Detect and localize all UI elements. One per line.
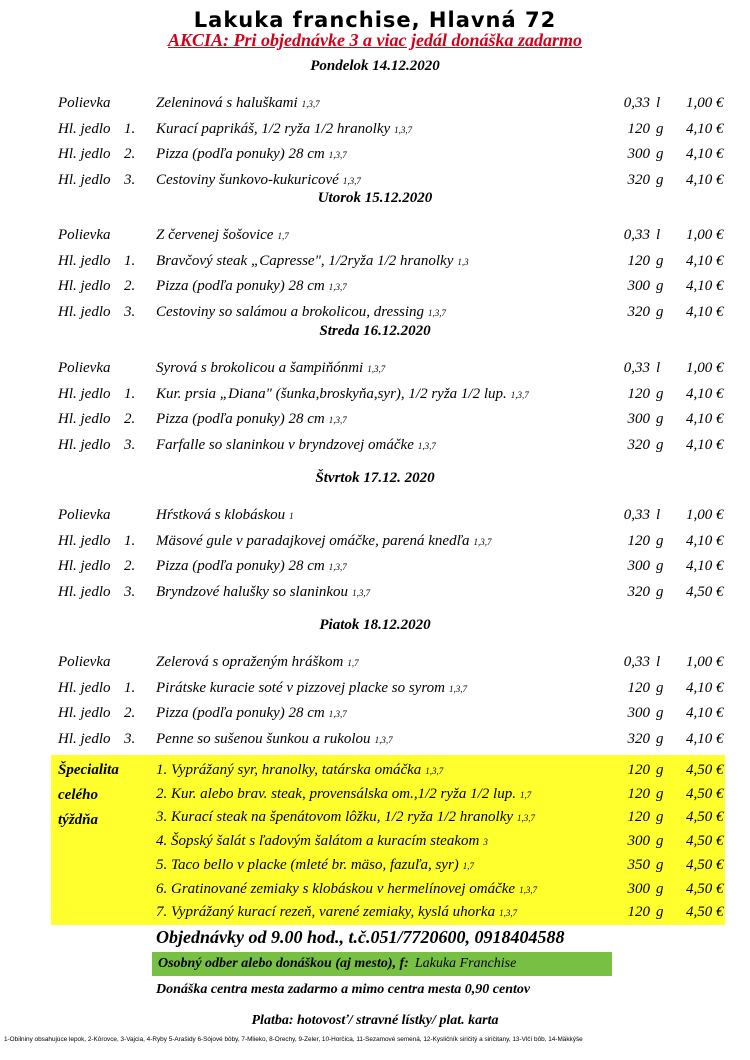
dish-quantity: 0,33 xyxy=(623,654,650,670)
dish-name: Pizza (podľa ponuky) 28 cm xyxy=(156,558,325,574)
dish-quantity: 0,33 xyxy=(623,507,650,523)
day-header: Streda 16.12.2020 xyxy=(319,323,431,339)
dish-name: Pizza (podľa ponuky) 28 cm xyxy=(156,411,325,427)
dish-name-cell xyxy=(156,383,529,406)
dish-name: Farfalle so slaninkou v bryndzovej omáčke xyxy=(156,436,414,453)
day-header: Piatok 18.12.2020 xyxy=(319,617,431,633)
dish-name: Pizza (podľa ponuky) 28 cm xyxy=(156,146,325,162)
menu-row xyxy=(0,702,750,724)
promo-banner: AKCIA: Pri objednávke 3 a viac jedál donáška zadarmo xyxy=(168,30,582,50)
dish-unit: g xyxy=(656,252,664,269)
dish-number: 1. xyxy=(124,252,136,269)
special-name: 2. Kur. alebo brav. steak, provensálska om.,1/2 ryža 1/2 lup. xyxy=(156,785,516,802)
dish-type: Polievka xyxy=(58,507,111,523)
dish-unit: g xyxy=(656,436,664,453)
dish-number: 1. xyxy=(124,532,136,549)
dish-name-cell xyxy=(156,504,294,527)
dish-allergens: 1,3,7 xyxy=(394,124,413,135)
special-name: 5. Taco bello v placke (mleté br. mäso, fazuľa, syr) xyxy=(156,856,459,873)
dish-name-cell xyxy=(156,530,492,553)
dish-type: Polievka xyxy=(58,227,111,243)
dish-type: Hl. jedlo xyxy=(58,385,111,402)
special-name-cell xyxy=(156,878,537,901)
special-name-cell xyxy=(156,901,517,924)
dish-number: 3. xyxy=(124,436,136,453)
dish-allergens: 1,3,7 xyxy=(428,307,447,318)
dish-price: 4,10 € xyxy=(686,252,724,269)
special-quantity: 300 xyxy=(627,880,650,897)
dish-type: Hl. jedlo xyxy=(58,146,111,162)
special-allergens: 1,3,7 xyxy=(499,908,518,919)
dish-type: Hl. jedlo xyxy=(58,730,111,747)
dish-allergens: 1,7 xyxy=(277,231,289,241)
dish-unit: g xyxy=(656,120,664,137)
dish-number: 3. xyxy=(124,730,136,747)
special-price: 4,50 € xyxy=(686,762,724,778)
special-row xyxy=(0,854,750,876)
special-row xyxy=(0,806,750,828)
dish-price: 1,00 € xyxy=(686,227,724,243)
dish-quantity: 300 xyxy=(627,278,650,294)
special-quantity: 120 xyxy=(627,809,650,826)
menu-row xyxy=(0,275,750,297)
allergen-legend: 1-Obilniny obsahujúce lepok, 2-Kôrovce, 3-Vajcia, 4-Ryby 5-Arašidy 6-Sójové bôby, 7-Mlieko, 8-Orechy, 9-Zeler, 10-Horčica, 11-Sezamové semená, 12-Kysličník siričitý a siričitany, 13-Vlčí bôb, 14-Mäkkýše xyxy=(4,1036,583,1043)
menu-row xyxy=(0,224,750,246)
special-name: 4. Šopský šalát s ľadovým šalátom a kuracím steakom xyxy=(156,833,480,850)
dish-type: Hl. jedlo xyxy=(58,278,111,294)
dish-quantity: 120 xyxy=(627,679,650,696)
dish-unit: g xyxy=(656,411,664,427)
dish-name-cell xyxy=(156,581,370,604)
dish-unit: g xyxy=(656,278,664,294)
dish-price: 4,50 € xyxy=(686,583,724,600)
special-name-cell xyxy=(156,830,488,853)
special-quantity: 350 xyxy=(627,856,650,873)
special-unit: g xyxy=(656,856,664,873)
special-row xyxy=(0,901,750,923)
pickup-text: Osobný odber alebo donáškou (aj mesto), f: xyxy=(158,956,409,971)
menu-row xyxy=(0,530,750,552)
dish-name: Hŕstková s klobáskou xyxy=(156,507,286,523)
pickup-banner xyxy=(152,952,612,976)
dish-unit: g xyxy=(656,558,664,574)
menu-row xyxy=(0,555,750,577)
dish-name: Mäsové gule v paradajkovej omáčke, parená knedľa xyxy=(156,532,470,549)
dish-number: 1. xyxy=(124,385,136,402)
dish-price: 4,10 € xyxy=(686,532,724,549)
dish-unit: g xyxy=(656,532,664,549)
dish-unit: g xyxy=(656,679,664,696)
dish-type: Hl. jedlo xyxy=(58,583,111,600)
dish-price: 4,10 € xyxy=(686,558,724,574)
menu-row xyxy=(0,383,750,405)
dish-price: 4,10 € xyxy=(686,303,724,320)
special-name: 7. Vyprážaný kurací rezeň, varené zemiaky, kyslá uhorka xyxy=(156,904,496,921)
dish-type: Hl. jedlo xyxy=(58,679,111,696)
special-row xyxy=(0,759,750,781)
special-name: 1. Vyprážaný syr, hranolky, tatárska omáčka xyxy=(156,762,422,778)
menu-row xyxy=(0,651,750,673)
dish-allergens: 1,3,7 xyxy=(328,709,347,719)
dish-name-cell xyxy=(156,224,289,247)
dish-allergens: 1,3,7 xyxy=(301,99,320,109)
special-name-cell xyxy=(156,854,474,877)
menu-row xyxy=(0,728,750,750)
dish-name-cell xyxy=(156,651,359,674)
dish-unit: l xyxy=(656,654,661,670)
dish-allergens: 1,3,7 xyxy=(328,150,347,160)
specials-label-line-1: Špecialita xyxy=(58,762,119,778)
dish-allergens: 1,3,7 xyxy=(374,734,393,745)
specials-label-line-3: týždňa xyxy=(58,812,99,828)
dish-number: 2. xyxy=(124,411,136,427)
dish-type: Hl. jedlo xyxy=(58,252,111,269)
dish-allergens: 1,3,7 xyxy=(352,587,371,598)
dish-allergens: 1,3,7 xyxy=(417,440,436,451)
dish-name: Penne so sušenou šunkou a rukolou xyxy=(156,730,371,747)
dish-price: 4,10 € xyxy=(686,705,724,721)
dish-type: Hl. jedlo xyxy=(58,171,111,188)
dish-name-cell xyxy=(156,118,412,141)
dish-price: 1,00 € xyxy=(686,654,724,670)
special-unit: g xyxy=(656,833,664,850)
dish-price: 4,10 € xyxy=(686,171,724,188)
dish-price: 4,10 € xyxy=(686,146,724,162)
dish-name: Syrová s brokolicou a šampiňónmi xyxy=(156,360,364,376)
dish-number: 3. xyxy=(124,171,136,188)
dish-allergens: 1,3,7 xyxy=(328,562,347,572)
dish-price: 1,00 € xyxy=(686,360,724,376)
dish-allergens: 1,3,7 xyxy=(510,389,529,400)
special-name-cell xyxy=(156,759,443,782)
dish-allergens: 1,3,7 xyxy=(328,415,347,425)
dish-number: 1. xyxy=(124,120,136,137)
dish-allergens: 1,3,7 xyxy=(473,536,492,547)
dish-name-cell xyxy=(156,677,467,700)
dish-name: Cestoviny šunkovo-kukuricové xyxy=(156,171,339,188)
dish-allergens: 1,7 xyxy=(347,658,359,668)
dish-name-cell xyxy=(156,92,320,115)
dish-unit: g xyxy=(656,583,664,600)
dish-name-cell xyxy=(156,169,361,192)
specials-label-line-2: celého xyxy=(58,787,98,803)
dish-quantity: 320 xyxy=(627,171,650,188)
dish-name: Pizza (podľa ponuky) 28 cm xyxy=(156,705,325,721)
dish-name: Pizza (podľa ponuky) 28 cm xyxy=(156,278,325,294)
dish-name-cell xyxy=(156,728,393,751)
dish-type: Hl. jedlo xyxy=(58,436,111,453)
dish-allergens: 1,3,7 xyxy=(367,364,386,374)
dish-name-cell xyxy=(156,275,347,298)
dish-unit: g xyxy=(656,705,664,721)
dish-allergens: 1,3 xyxy=(457,256,469,267)
special-name-cell xyxy=(156,783,531,806)
dish-quantity: 320 xyxy=(627,730,650,747)
dish-unit: g xyxy=(656,385,664,402)
dish-quantity: 300 xyxy=(627,705,650,721)
dish-quantity: 300 xyxy=(627,411,650,427)
special-price: 4,50 € xyxy=(686,856,724,873)
special-price: 4,50 € xyxy=(686,833,724,850)
dish-number: 2. xyxy=(124,558,136,574)
dish-number: 1. xyxy=(124,679,136,696)
special-quantity: 300 xyxy=(627,833,650,850)
special-row xyxy=(0,783,750,805)
special-quantity: 120 xyxy=(627,904,650,921)
special-price: 4,50 € xyxy=(686,785,724,802)
special-price: 4,50 € xyxy=(686,809,724,826)
special-allergens: 1,3,7 xyxy=(517,813,536,824)
dish-number: 2. xyxy=(124,705,136,721)
special-allergens: 1,3,7 xyxy=(425,766,444,776)
dish-type: Polievka xyxy=(58,95,111,111)
special-name: 3. Kurací steak na špenátovom lôžku, 1/2 ryža 1/2 hranolky xyxy=(156,809,514,826)
dish-name-cell xyxy=(156,434,436,457)
special-allergens: 1,7 xyxy=(519,789,532,800)
dish-name: Z červenej šošovice xyxy=(156,227,274,243)
special-name-cell xyxy=(156,806,535,829)
dish-name: Zeleninová s haluškami xyxy=(156,95,298,111)
special-name: 6. Gratinované zemiaky s klobáskou v hermelínovej omáčke xyxy=(156,880,516,897)
dish-unit: g xyxy=(656,171,664,188)
dish-name: Cestoviny so salámou a brokolicou, dressing xyxy=(156,303,425,320)
dish-name: Bravčový steak „Capresse", 1/2ryža 1/2 hranolky xyxy=(156,252,454,269)
dish-type: Hl. jedlo xyxy=(58,558,111,574)
dish-quantity: 0,33 xyxy=(623,360,650,376)
dish-name: Bryndzové halušky so slaninkou xyxy=(156,583,349,600)
day-header: Pondelok 14.12.2020 xyxy=(310,58,440,74)
dish-allergens: 1,3,7 xyxy=(328,282,347,292)
dish-name: Kurací paprikáš, 1/2 ryža 1/2 hranolky xyxy=(156,120,391,137)
menu-row xyxy=(0,504,750,526)
pickup-place: Lakuka Franchise xyxy=(414,956,517,971)
special-unit: g xyxy=(656,809,664,826)
menu-row xyxy=(0,250,750,272)
dish-type: Polievka xyxy=(58,360,111,376)
dish-unit: l xyxy=(656,507,661,523)
dish-number: 2. xyxy=(124,278,136,294)
dish-name-cell xyxy=(156,143,347,166)
dish-price: 4,10 € xyxy=(686,436,724,453)
special-allergens: 3 xyxy=(483,837,488,848)
menu-row xyxy=(0,357,750,379)
dish-unit: l xyxy=(656,227,661,243)
dish-name-cell xyxy=(156,702,347,725)
dish-quantity: 120 xyxy=(627,252,650,269)
dish-price: 4,10 € xyxy=(686,278,724,294)
dish-allergens: 1,3,7 xyxy=(342,175,361,186)
delivery-note: Donáška centra mesta zadarmo a mimo centra mesta 0,90 centov xyxy=(156,982,531,997)
dish-type: Hl. jedlo xyxy=(58,411,111,427)
special-unit: g xyxy=(656,904,664,921)
dish-type: Hl. jedlo xyxy=(58,532,111,549)
dish-type: Hl. jedlo xyxy=(58,120,111,137)
menu-row xyxy=(0,677,750,699)
dish-price: 4,10 € xyxy=(686,411,724,427)
dish-number: 2. xyxy=(124,146,136,162)
dish-name-cell xyxy=(156,250,469,273)
special-allergens: 1,7 xyxy=(462,860,475,871)
special-unit: g xyxy=(656,762,664,778)
day-header: Štvrtok 17.12. 2020 xyxy=(315,470,435,486)
menu-row xyxy=(0,118,750,140)
menu-row xyxy=(0,143,750,165)
dish-name: Zelerová s opraženým hráškom xyxy=(156,654,344,670)
dish-number: 3. xyxy=(124,583,136,600)
special-unit: g xyxy=(656,880,664,897)
menu-row xyxy=(0,301,750,323)
menu-row xyxy=(0,581,750,603)
dish-quantity: 120 xyxy=(627,532,650,549)
dish-price: 1,00 € xyxy=(686,507,724,523)
dish-name-cell xyxy=(156,408,347,431)
dish-price: 4,10 € xyxy=(686,679,724,696)
special-row xyxy=(0,878,750,900)
dish-number: 3. xyxy=(124,303,136,320)
payment-methods: Platba: hotovosť/ stravné lístky/ plat. karta xyxy=(251,1013,499,1028)
special-price: 4,50 € xyxy=(686,904,724,921)
dish-price: 4,10 € xyxy=(686,385,724,402)
dish-quantity: 300 xyxy=(627,558,650,574)
order-hours-phone: Objednávky od 9.00 hod., t.č.051/7720600, 0918404588 xyxy=(156,927,565,947)
dish-quantity: 320 xyxy=(627,583,650,600)
special-quantity: 120 xyxy=(627,785,650,802)
menu-row xyxy=(0,434,750,456)
dish-name-cell xyxy=(156,301,446,324)
dish-price: 1,00 € xyxy=(686,95,724,111)
special-unit: g xyxy=(656,785,664,802)
dish-quantity: 120 xyxy=(627,120,650,137)
dish-quantity: 300 xyxy=(627,146,650,162)
dish-type: Hl. jedlo xyxy=(58,303,111,320)
dish-allergens: 1 xyxy=(289,511,294,521)
menu-row xyxy=(0,92,750,114)
menu-row xyxy=(0,408,750,430)
dish-name-cell xyxy=(156,357,385,380)
dish-unit: g xyxy=(656,730,664,747)
dish-unit: l xyxy=(656,95,661,111)
dish-quantity: 320 xyxy=(627,436,650,453)
dish-unit: l xyxy=(656,360,661,376)
special-price: 4,50 € xyxy=(686,880,724,897)
dish-name: Pirátske kuracie soté v pizzovej placke so syrom xyxy=(156,679,445,696)
dish-price: 4,10 € xyxy=(686,730,724,747)
special-row xyxy=(0,830,750,852)
dish-allergens: 1,3,7 xyxy=(448,683,467,694)
dish-quantity: 320 xyxy=(627,303,650,320)
dish-type: Hl. jedlo xyxy=(58,705,111,721)
dish-quantity: 0,33 xyxy=(623,227,650,243)
dish-unit: g xyxy=(656,303,664,320)
dish-type: Polievka xyxy=(58,654,111,670)
dish-price: 4,10 € xyxy=(686,120,724,137)
dish-quantity: 0,33 xyxy=(623,95,650,111)
dish-name: Kur. prsia „Diana" (šunka,broskyňa,syr), 1/2 ryža 1/2 lup. xyxy=(156,385,507,402)
day-header: Utorok 15.12.2020 xyxy=(317,190,433,206)
dish-quantity: 120 xyxy=(627,385,650,402)
special-allergens: 1,3,7 xyxy=(519,884,538,895)
dish-unit: g xyxy=(656,146,664,162)
dish-name-cell xyxy=(156,555,347,578)
restaurant-title: Lakuka franchise, Hlavná 72 xyxy=(193,8,557,32)
special-quantity: 120 xyxy=(627,762,650,778)
menu-row xyxy=(0,169,750,191)
